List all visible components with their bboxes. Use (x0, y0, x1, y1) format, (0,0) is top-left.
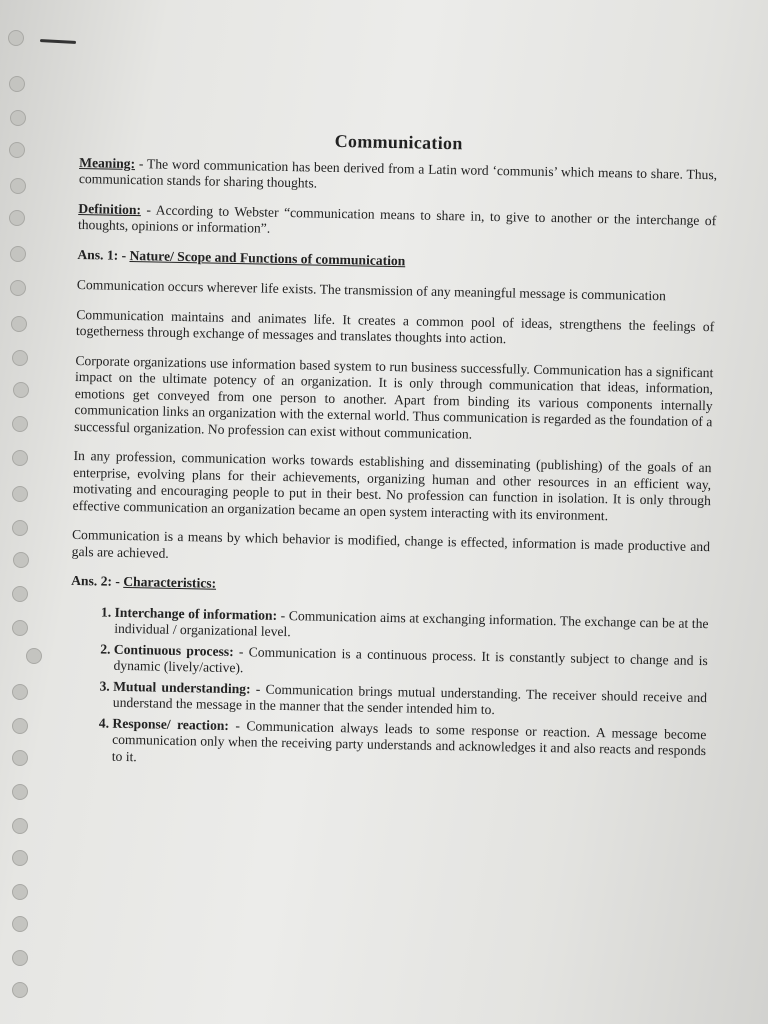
ans2-title: Characteristics: (123, 573, 217, 591)
binder-holes (6, 20, 46, 1020)
binder-hole (9, 76, 25, 92)
binder-hole (13, 552, 29, 568)
binder-hole (9, 210, 25, 226)
binder-hole (8, 30, 24, 46)
ans1-prefix: Ans. 1: - (77, 246, 127, 263)
binder-hole (12, 486, 28, 502)
meaning-text: - The word communication has been derived from a Latin word ‘communis’ which means to share. Thus, communication stands for sharing thoughts. (78, 155, 718, 191)
binder-hole (12, 350, 28, 366)
item-text: - Communication aims at exchanging information. The exchange can be at the individual / organizational level. (114, 607, 709, 640)
ans1-paragraph: Communication maintains and animates life. It creates a common pool of ideas, strengthens the feelings of togetherness through exchange of messages and translates thoughts into action. (75, 306, 715, 347)
binder-hole (12, 784, 28, 800)
item-term: Response/ reaction: (112, 715, 230, 733)
binder-hole (12, 520, 28, 536)
binder-hole (12, 450, 28, 466)
binder-hole (10, 246, 26, 262)
page-title: Communication (334, 130, 463, 154)
item-term: Continuous process: (113, 641, 234, 659)
binder-hole (10, 178, 26, 194)
ans1-title: Nature/ Scope and Functions of communication (129, 247, 406, 268)
item-text: - Communication is a continuous process. It is constantly subject to change and is dynamic (lively/active). (113, 643, 708, 676)
document-page (68, 122, 718, 780)
binder-hole (12, 850, 28, 866)
binder-hole (12, 750, 28, 766)
binder-hole (12, 818, 28, 834)
ans2-heading (71, 573, 709, 602)
binder-hole (12, 586, 28, 602)
definition-paragraph (78, 200, 717, 245)
binder-hole (26, 648, 42, 664)
item-term: Mutual understanding: (113, 678, 251, 696)
binder-hole (12, 620, 28, 636)
list-item (112, 715, 707, 776)
meaning-label: Meaning: (79, 154, 136, 171)
definition-label: Definition: (78, 200, 142, 217)
definition-text: - According to Webster “communication means to share in, to give to another or the interchange of thoughts, opinions or information”. (77, 201, 717, 236)
binder-hole (12, 916, 28, 932)
meaning-paragraph (79, 154, 718, 199)
binder-hole (12, 718, 28, 734)
binder-hole (13, 382, 29, 398)
binder-hole (12, 884, 28, 900)
ans1-paragraph: Communication occurs wherever life exists. The transmission of any meaningful message is communication (76, 276, 666, 304)
binder-hole (10, 110, 26, 126)
ans2-prefix: Ans. 2: - (71, 572, 121, 589)
item-term: Interchange of information: (114, 604, 278, 623)
binder-hole (9, 142, 25, 158)
binder-hole (12, 950, 28, 966)
binder-hole (12, 416, 28, 432)
ans1-paragraph: Communication is a means by which behavior is modified, change is effected, information is made productive and gals are achieved. (71, 526, 711, 561)
binder-hole (11, 316, 27, 332)
item-text: - Communication always leads to some response or reaction. A message become communication only when the receiving party understands and acknowledges it and also reacts and responds to it. (111, 717, 707, 764)
binder-hole (10, 280, 26, 296)
binder-hole (12, 684, 28, 700)
characteristics-list (94, 604, 709, 776)
ans1-paragraph: In any profession, communication works towards establishing and disseminating (publishing) of the goals of an enterprise, evolving plans for their achievements, organizing human and other resources in an efficient way, motivating and encouraging people to put in their best. No profession can function in isolation. It is only through effective communication an organization became an open system interacting with its environment. (72, 447, 712, 523)
ans1-paragraph: Corporate organizations use information based system to run business successfully. Communication has a significant impact on the ultimate potency of an organization. It is only through communication that ideas, information, emotions get conveyed from one person to another. Apart from binding its various components internally communication links an organization with the external world. Thus communication is regarded as the foundation of a successful organization. No profession can exist without communication. (74, 352, 714, 442)
ans1-heading (77, 246, 715, 275)
item-text: - Communication brings mutual understanding. The receiver should receive and understand the message in the manner that the sender intended him to. (112, 680, 708, 718)
binder-hole (12, 982, 28, 998)
